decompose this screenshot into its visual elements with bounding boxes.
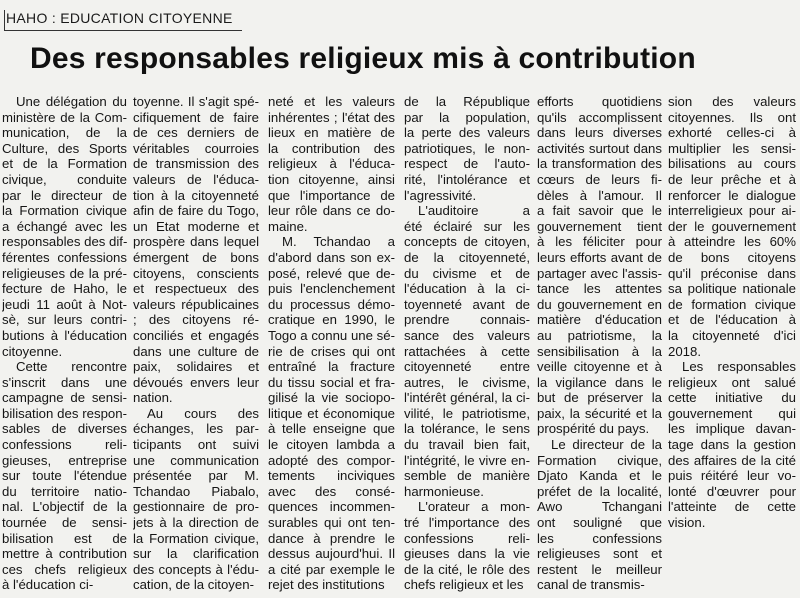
text-line: responsables des dif- <box>2 234 127 250</box>
text-line: l'intégrité, le vivre en- <box>404 452 530 468</box>
text-line: à telle enseigne que <box>268 421 395 437</box>
article-column-5 <box>537 94 662 598</box>
text-line: dans leurs diverses <box>537 125 662 141</box>
text-line: 2018. <box>668 343 702 359</box>
text-line: qu'ils accomplissent <box>537 109 662 125</box>
text-line: bilisations au cours <box>668 156 796 172</box>
text-line: conciliés et engagés <box>133 327 259 343</box>
text-line: les implique davan- <box>668 421 796 437</box>
text-line: puis l'enclenchement <box>268 281 395 297</box>
text-line: sance des valeurs <box>404 327 530 343</box>
article-column-6 <box>668 94 796 598</box>
text-line: gestionnaire de pro- <box>133 499 259 515</box>
text-line: jeudi 11 août à Not- <box>2 296 127 312</box>
text-line: nation. <box>133 390 173 406</box>
text-line: nal. L'objectif de la <box>2 499 127 515</box>
text-line: l'agressivité. <box>404 187 477 203</box>
text-line: au patriotisme, la <box>537 327 662 343</box>
text-line: posé, relevé que de- <box>268 265 395 281</box>
text-line: litique et économique <box>268 405 395 421</box>
text-line: Formation civique, <box>537 452 662 468</box>
text-line: bilisation est de <box>2 530 127 546</box>
text-line: Une délégation du <box>16 94 127 109</box>
text-line: qu'il préconise dans <box>668 265 796 281</box>
text-line: bilisation des respon- <box>2 405 127 421</box>
text-line: civique, conduite <box>2 171 127 187</box>
text-line: Au cours des <box>147 405 259 421</box>
text-line: de transmission des <box>133 156 259 172</box>
text-line: munication, de la <box>2 125 127 141</box>
text-line: lieux en matière de <box>268 125 395 141</box>
text-line: Culture, des Sports <box>2 140 127 156</box>
text-line: du tissu social et fra- <box>268 374 395 390</box>
text-line: L'auditoire a <box>418 203 530 219</box>
text-line: de la cité, le rôle des <box>404 561 530 577</box>
section-rule-left <box>4 10 5 30</box>
text-line: a échangé avec les <box>2 218 127 234</box>
text-line: du gouvernement en <box>537 296 662 312</box>
text-line: religieux à l'éduca- <box>268 156 395 172</box>
text-line: du processus démo- <box>268 296 395 312</box>
text-line: gouvernement qui <box>668 405 796 421</box>
text-line: vilité, le patriotisme, <box>404 405 530 421</box>
text-line: la perte des valeurs <box>404 125 530 141</box>
text-line: valeurs de l'éduca- <box>133 171 259 187</box>
text-line: la citoyenneté d'ici <box>668 327 796 343</box>
text-line: à les féliciter pour <box>537 234 662 250</box>
text-line: concepts de citoyen, <box>404 234 530 250</box>
text-line: restent le meilleur <box>537 561 662 577</box>
text-line: avec des consé- <box>268 483 395 499</box>
text-line: exhorté celles-ci à <box>668 125 796 141</box>
text-line: matière d'éducation <box>537 312 662 328</box>
text-line: des affaires de la cité <box>668 452 796 468</box>
text-line: rattachées à cette <box>404 343 530 359</box>
text-line: dans une culture de <box>133 343 259 359</box>
text-line: lonté d'œuvrer pour <box>668 483 796 499</box>
text-line: respect de l'auto- <box>404 156 530 172</box>
text-line: valeurs républicaines <box>133 296 259 312</box>
text-line: véritables courroies <box>133 140 259 156</box>
text-line: citoyennes. Ils ont <box>668 109 796 125</box>
text-line: jets à la direction de <box>133 515 259 531</box>
text-line: l'intérêt général, la ci- <box>404 390 530 406</box>
text-line: citoyenne. <box>2 343 63 359</box>
text-line: présentée par M. <box>133 468 259 484</box>
text-line: afin de faire du Togo, <box>133 203 259 219</box>
text-line: le citoyen lambda a <box>268 437 395 453</box>
text-line: gieuses dans la vie <box>404 546 530 562</box>
text-line: fecture de Haho, le <box>2 281 127 297</box>
text-line: partager avec l'assis- <box>537 265 662 281</box>
text-line: tance les attentes <box>537 281 662 297</box>
text-line: et de la Formation <box>2 156 127 172</box>
text-line: la Formation civique, <box>133 530 259 546</box>
text-line: de ces derniers de <box>133 125 259 141</box>
text-line: un Etat moderne et <box>133 218 259 234</box>
text-line: canal de transmis- <box>537 577 645 593</box>
text-line: cratique en 1990, le <box>268 312 395 328</box>
text-line: sensibilisation à la <box>537 343 662 359</box>
text-line: chefs religieux et les <box>404 577 524 593</box>
text-line: sion des valeurs <box>668 94 796 109</box>
text-line: a cité par exemple le <box>268 561 395 577</box>
text-line: échanges, les par- <box>133 421 259 437</box>
text-line: par la population, <box>404 109 530 125</box>
text-line: sables de diverses <box>2 421 127 437</box>
text-line: rejet des institutions <box>268 577 385 593</box>
text-line: campagne de sensi- <box>2 390 127 406</box>
text-line: cation, de la citoyen- <box>133 577 254 593</box>
text-line: but de préserver la <box>537 390 662 406</box>
text-line: dance à prendre le <box>268 530 395 546</box>
text-line: sè, sur leurs contri- <box>2 312 127 328</box>
text-line: l'éducation à la ci- <box>404 281 530 297</box>
text-line: leur rôle dans ce do- <box>268 203 395 219</box>
text-line: Tchandao Piabalo, <box>133 483 259 499</box>
text-line: d'abord dans son ex- <box>268 249 395 265</box>
text-line: multiplier les sensi- <box>668 140 796 156</box>
text-line: religieux ont salué <box>668 374 796 390</box>
text-line: rité, l'intolérance et <box>404 171 530 187</box>
text-line: et respectueux des <box>133 281 259 297</box>
text-line: de la citoyenneté, <box>404 249 530 265</box>
text-line: maine. <box>268 218 308 234</box>
text-line: gieuses, entreprise <box>2 452 127 468</box>
text-line: des concepts à l'édu- <box>133 561 259 577</box>
text-line: ont souligné que <box>537 515 662 531</box>
text-line: préfet de la localité, <box>537 483 662 499</box>
text-line: L'orateur a mon- <box>418 499 530 515</box>
text-line: paix, la sécurité et la <box>537 405 662 421</box>
text-line: Cette rencontre <box>16 359 127 375</box>
text-line: la Formation civique <box>2 203 127 219</box>
text-line: tournée de sensi- <box>2 515 127 531</box>
text-line: harmonieuse. <box>404 483 484 499</box>
text-line: leurs efforts avant de <box>537 249 662 265</box>
headline: Des responsables religieux mis à contribution <box>30 42 696 75</box>
text-line: de bons citoyens <box>668 249 796 265</box>
text-line: puis réitéré leur vo- <box>668 468 796 484</box>
text-line: les confessions <box>537 530 662 546</box>
text-line: du civisme et de <box>404 265 530 281</box>
text-line: citoyenneté entre <box>404 359 530 375</box>
text-line: quences incommen- <box>268 499 395 515</box>
text-line: la contribution des <box>268 140 395 156</box>
text-line: cifiquement de faire <box>133 109 259 125</box>
text-line: cœurs de leurs fi- <box>537 171 662 187</box>
text-line: Le directeur de la <box>551 437 662 453</box>
text-line: la transformation des <box>537 156 662 172</box>
text-line: religieuses de la pré- <box>2 265 127 281</box>
text-line: que l'importance de <box>268 187 395 203</box>
text-line: neté et les valeurs <box>268 94 395 109</box>
text-line: l'atteinte de cette <box>668 499 796 515</box>
text-line: de la République <box>404 94 530 109</box>
text-line: rie de crises qui ont <box>268 343 395 359</box>
text-line: tion citoyenne, ainsi <box>268 171 395 187</box>
text-line: de leur prêche et à <box>668 171 796 187</box>
text-line: gouvernement tient <box>537 218 662 234</box>
text-line: sa politique nationale <box>668 281 796 297</box>
text-line: Awo Tchangani <box>537 499 662 515</box>
text-line: à l'éducation ci- <box>2 577 94 593</box>
text-line: interreligieux pour ai- <box>668 203 796 219</box>
text-line: M. Tchandao a <box>282 234 395 250</box>
text-line: Les responsables <box>682 359 796 375</box>
text-line: veille citoyenne et à <box>537 359 662 375</box>
text-line: citoyens, conscients <box>133 265 259 281</box>
section-label: HAHO : EDUCATION CITOYENNE <box>6 10 233 26</box>
text-line: et de l'éducation à <box>668 312 796 328</box>
text-line: s'inscrit dans une <box>2 374 127 390</box>
text-line: mettre à contribution <box>2 546 127 562</box>
text-line: cette initiative du <box>668 390 796 406</box>
text-line: dèles à l'amour. Il <box>537 187 662 203</box>
text-line: ministère de la Com- <box>2 109 127 125</box>
text-line: semble de manière <box>404 468 530 484</box>
text-line: à atteindre les 60% <box>668 234 796 250</box>
text-line: prospère dans lequel <box>133 234 259 250</box>
text-line: la tolérance, le sens <box>404 421 530 437</box>
text-line: activités surtout dans <box>537 140 662 156</box>
text-line: dévoués envers leur <box>133 374 259 390</box>
text-line: autres, le civisme, <box>404 374 530 390</box>
text-line: toyenne. Il s'agit spé- <box>133 94 259 109</box>
text-line: tements inciviques <box>268 468 395 484</box>
text-line: été éclairé sur les <box>404 218 530 234</box>
text-line: entraîné la fracture <box>268 359 395 375</box>
text-line: prospérité du pays. <box>537 421 650 437</box>
text-line: émergent de bons <box>133 249 259 265</box>
article-column-2 <box>133 94 259 598</box>
text-line: der le gouvernement <box>668 218 796 234</box>
text-line: paix, solidaires et <box>133 359 259 375</box>
text-line: butions à l'éducation <box>2 327 127 343</box>
text-line: adopté des compor- <box>268 452 395 468</box>
text-line: a fait savoir que le <box>537 203 662 219</box>
text-line: ces chefs religieux <box>2 561 127 577</box>
text-line: par le directeur de <box>2 187 127 203</box>
article-column-3 <box>268 94 395 598</box>
text-line: ticipants ont suivi <box>133 437 259 453</box>
article-column-4 <box>404 94 530 598</box>
text-line: inhérentes ; l'état des <box>268 109 395 125</box>
text-line: tré l'importance des <box>404 515 530 531</box>
text-line: tion à la citoyenneté <box>133 187 259 203</box>
text-line: ; des citoyens ré- <box>133 312 259 328</box>
text-line: dessus aujourd'hui. Il <box>268 546 395 562</box>
text-line: tage dans la gestion <box>668 437 796 453</box>
text-line: religieuses sont et <box>537 546 662 562</box>
text-line: du territoire natio- <box>2 483 127 499</box>
text-line: sur toute l'étendue <box>2 468 127 484</box>
text-line: vision. <box>668 515 706 531</box>
text-line: patriotiques, le non- <box>404 140 530 156</box>
text-line: prendre connais- <box>404 312 530 328</box>
text-line: gilisé la vie sociopo- <box>268 390 395 406</box>
text-line: Togo a connu une sé- <box>268 327 395 343</box>
text-line: Djato Kanda et le <box>537 468 662 484</box>
text-line: renforcer le dialogue <box>668 187 796 203</box>
text-line: confessions reli- <box>2 437 127 453</box>
text-line: la vigilance dans le <box>537 374 662 390</box>
text-line: confessions reli- <box>404 530 530 546</box>
text-line: toyenneté avant de <box>404 296 530 312</box>
text-line: de formation civique <box>668 296 796 312</box>
text-line: efforts quotidiens <box>537 94 662 109</box>
text-line: sur la clarification <box>133 546 259 562</box>
text-line: une communication <box>133 452 259 468</box>
text-line: du travail bien fait, <box>404 437 530 453</box>
text-line: férentes confessions <box>2 249 127 265</box>
article-column-1 <box>2 94 127 598</box>
section-rule <box>4 30 242 31</box>
text-line: surables qui ont ten- <box>268 515 395 531</box>
